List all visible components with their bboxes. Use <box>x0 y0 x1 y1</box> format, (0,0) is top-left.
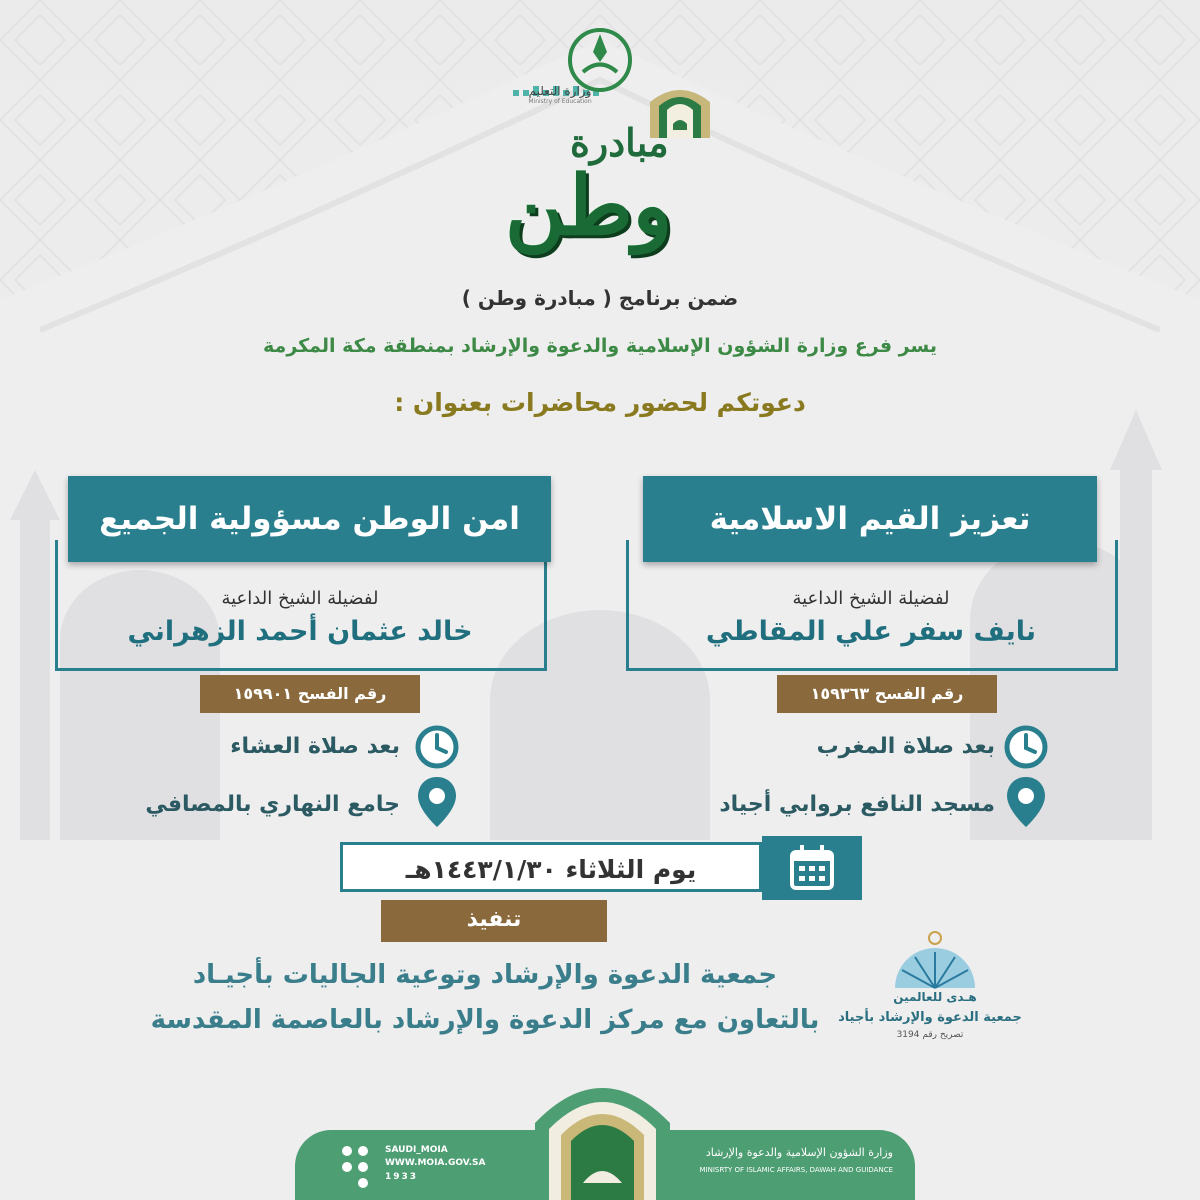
lecture-title-right: تعزيز القيم الاسلامية <box>643 476 1097 562</box>
initiative-label: مبادرة <box>570 120 669 165</box>
lecture-title-left: امن الوطن مسؤولية الجميع <box>68 476 551 562</box>
location-left: جامع النهاري بالمصافي <box>145 792 400 817</box>
website-link[interactable]: WWW.MOIA.GOV.SA <box>385 1158 486 1168</box>
calendar-icon <box>762 836 862 900</box>
speaker-name-right: نايف سفر علي المقاطي <box>705 616 1037 647</box>
speaker-label-left: لفضيلة الشيخ الداعية <box>221 588 379 609</box>
time-left: بعد صلاة العشاء <box>230 734 400 759</box>
huda-name: جمعية الدعوة والإرشاد بأجياد <box>838 1010 1022 1025</box>
invite-line: دعوتكم لحضور محاضرات بعنوان : <box>394 388 806 417</box>
ministry-name-ar: وزارة الشؤون الإسلامية والدعوة والإرشاد <box>705 1146 893 1159</box>
youtube-icon[interactable] <box>358 1162 368 1172</box>
time-right: بعد صلاة المغرب <box>816 734 995 759</box>
ministry-emblem-icon <box>535 1063 670 1200</box>
phone-icon <box>358 1178 368 1188</box>
twitter-icon[interactable] <box>358 1146 368 1156</box>
facebook-icon[interactable] <box>342 1162 352 1172</box>
partner-line: بالتعاون مع مركز الدعوة والإرشاد بالعاصمة المقدسة <box>150 1005 820 1035</box>
education-logo-en: Ministry of Education <box>528 98 592 105</box>
phone-number: 1933 <box>385 1172 419 1182</box>
execution-label: تنفيذ <box>381 900 607 942</box>
program-line: ضمن برنامج ( مبادرة وطن ) <box>461 286 739 310</box>
permit-right: رقم الفسح ١٥٩٣٦٣ <box>777 675 997 713</box>
huda-permit: تصريح رقم 3194 <box>896 1030 964 1040</box>
social-handle[interactable]: SAUDI_MOIA <box>385 1145 448 1155</box>
location-right: مسجد النافع بروابي أجياد <box>719 792 995 817</box>
instagram-icon[interactable] <box>342 1146 352 1156</box>
education-logo-ar: وزارة التعليم <box>528 84 592 98</box>
date-icon-box <box>762 836 862 900</box>
emirate-logo-icon <box>565 22 635 102</box>
speaker-name-left: خالد عثمان أحمد الزهراني <box>127 616 473 647</box>
speaker-label-right: لفضيلة الشيخ الداعية <box>792 588 950 609</box>
huda-tagline: هـدى للعالمين <box>893 990 977 1004</box>
host-line: يسر فرع وزارة الشؤون الإسلامية والدعوة والإرشاد بمنطقة مكة المكرمة <box>263 335 937 357</box>
location-pin-icon <box>414 774 460 830</box>
location-pin-icon <box>1003 774 1049 830</box>
event-date: يوم الثلاثاء ١٤٤٣/١/٣٠هـ <box>340 842 762 892</box>
clock-icon <box>414 724 460 770</box>
ministry-name-en: MINISRTY OF ISLAMIC AFFAIRS, DAWAH AND GUIDANCE <box>699 1166 893 1174</box>
initiative-title: وطن <box>505 158 673 254</box>
clock-icon <box>1003 724 1049 770</box>
organizer-line: جمعية الدعوة والإرشاد وتوعية الجاليات بأجيـاد <box>192 960 778 990</box>
permit-left: رقم الفسح ١٥٩٩٠١ <box>200 675 420 713</box>
